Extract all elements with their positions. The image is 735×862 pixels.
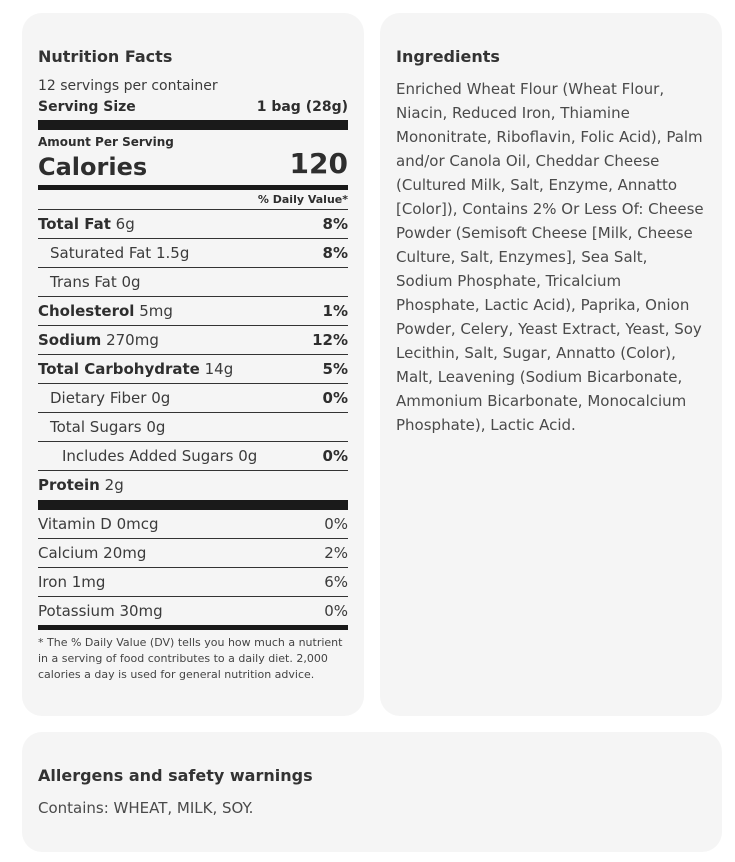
nutrient-amount: 14g [204, 360, 234, 378]
allergens-panel [22, 732, 722, 852]
thick-divider [38, 120, 348, 130]
nutrient-name: Saturated Fat [50, 244, 152, 262]
divider-line [38, 383, 348, 384]
vitamin-daily-value: 2% [324, 544, 348, 562]
thick-divider [38, 500, 348, 510]
nutrient-row [38, 385, 348, 411]
nutrient-name: Cholesterol [38, 302, 135, 320]
nutrient-row [38, 211, 348, 237]
nutrient-row [38, 356, 348, 382]
vitamin-row [38, 598, 348, 624]
vitamin-amount: 1mg [71, 573, 106, 591]
vitamin-label [38, 598, 163, 624]
nutrient-name: Protein [38, 476, 100, 494]
nutrient-daily-value: 0% [322, 447, 348, 465]
nutrient-amount: 0g [146, 418, 166, 436]
nutrient-row [38, 472, 348, 498]
ingredients-title: Ingredients [396, 47, 500, 66]
ingredients-text: Enriched Wheat Flour (Wheat Flour, Niacin, Reduced Iron, Thiamine Mononitrate, Riboflavin, Folic Acid), Palm and/or Canola Oil, Cheddar Cheese (Cultured Milk, Salt, Enzyme, Annatto [Color]), Contains 2% Or Less Of: Cheese Powder (Semisoft Cheese [Milk, Cheese Culture, Salt, Enzymes], Sea Salt, Sodium Phosphate, Tricalcium Phosphate, Lactic Acid), Paprika, Onion Powder, Celery, Yeast Extract, Yeast, Soy Lecithin, Salt, Sugar, Annatto (Color), Malt, Leavening (Sodium Bicarbonate, Ammonium Bicarbonate, Monocalcium Phosphate), Lactic Acid. [396, 80, 704, 434]
vitamin-name: Potassium [38, 602, 115, 620]
nutrient-name: Sodium [38, 331, 102, 349]
nutrient-daily-value: 1% [322, 302, 348, 320]
nutrient-label [38, 269, 141, 295]
calories-value: 120 [289, 147, 348, 180]
nutrition-facts-title: Nutrition Facts [38, 47, 173, 66]
vitamin-daily-value: 0% [324, 602, 348, 620]
nutrient-name: Total Fat [38, 215, 111, 233]
ingredients-panel [380, 13, 722, 716]
medium-divider [38, 625, 348, 630]
allergens-text: Contains: WHEAT, MILK, SOY. [38, 799, 254, 817]
vitamin-label [38, 569, 105, 595]
nutrient-label [38, 385, 170, 411]
divider-line [38, 567, 348, 568]
nutrient-row [38, 240, 348, 266]
nutrient-label [38, 240, 189, 266]
divider-line [38, 441, 348, 442]
nutrient-name: Dietary Fiber [50, 389, 147, 407]
nutrient-amount: 5mg [139, 302, 173, 320]
vitamin-label [38, 511, 159, 537]
nutrient-label [38, 443, 257, 469]
vitamin-daily-value: 6% [324, 573, 348, 591]
nutrient-label [38, 327, 159, 353]
allergens-title: Allergens and safety warnings [38, 766, 313, 785]
divider-line [38, 296, 348, 297]
serving-size-value: 1 bag (28g) [256, 99, 348, 115]
calories-row [38, 147, 348, 184]
divider-line [38, 267, 348, 268]
vitamin-label [38, 540, 146, 566]
vitamin-row [38, 540, 348, 566]
vitamin-amount: 30mg [119, 602, 163, 620]
nutrition-facts-panel [22, 13, 364, 716]
divider-line [38, 354, 348, 355]
nutrient-row [38, 414, 348, 440]
vitamin-name: Iron [38, 573, 67, 591]
nutrient-row [38, 327, 348, 353]
vitamin-amount: 20mg [103, 544, 147, 562]
nutrient-amount: 6g [115, 215, 135, 233]
nutrient-row [38, 443, 348, 469]
nutrient-label [38, 414, 165, 440]
nutrient-amount: 0g [151, 389, 171, 407]
divider-line [38, 412, 348, 413]
vitamin-row [38, 569, 348, 595]
serving-size-row [38, 97, 348, 117]
daily-value-header: % Daily Value* [257, 193, 348, 206]
nutrient-row [38, 269, 348, 295]
divider-line [38, 209, 348, 210]
nutrient-daily-value: 8% [322, 244, 348, 262]
nutrient-amount: 0g [121, 273, 141, 291]
nutrient-amount: 1.5g [155, 244, 190, 262]
amount-per-serving: Amount Per Serving [38, 135, 174, 149]
nutrient-row [38, 298, 348, 324]
daily-value-footnote: * The % Daily Value (DV) tells you how much a nutrient in a serving of food contributes to a daily diet. 2,000 calories a day is used for general nutrition advice. [38, 636, 343, 681]
nutrient-daily-value: 8% [322, 215, 348, 233]
nutrient-amount: 0g [238, 447, 258, 465]
nutrient-amount: 270mg [106, 331, 159, 349]
nutrient-name: Trans Fat [50, 273, 117, 291]
nutrient-daily-value: 0% [322, 389, 348, 407]
divider-line [38, 538, 348, 539]
nutrient-daily-value: 5% [322, 360, 348, 378]
vitamin-row [38, 511, 348, 537]
serving-size-label: Serving Size [38, 99, 136, 115]
servings-per-container: 12 servings per container [38, 78, 218, 94]
vitamin-daily-value: 0% [324, 515, 348, 533]
nutrient-label [38, 298, 173, 324]
divider-line [38, 596, 348, 597]
divider-line [38, 325, 348, 326]
nutrient-label [38, 356, 233, 382]
nutrient-name: Total Sugars [50, 418, 142, 436]
nutrient-label [38, 472, 124, 498]
vitamin-name: Calcium [38, 544, 99, 562]
nutrient-label [38, 211, 135, 237]
nutrient-amount: 2g [104, 476, 124, 494]
divider-line [38, 238, 348, 239]
medium-divider [38, 185, 348, 190]
divider-line [38, 470, 348, 471]
vitamin-amount: 0mcg [116, 515, 159, 533]
vitamin-name: Vitamin D [38, 515, 112, 533]
calories-label: Calories [38, 153, 148, 181]
nutrient-name: Total Carbohydrate [38, 360, 200, 378]
nutrient-daily-value: 12% [312, 331, 348, 349]
nutrient-name: Includes Added Sugars [62, 447, 234, 465]
